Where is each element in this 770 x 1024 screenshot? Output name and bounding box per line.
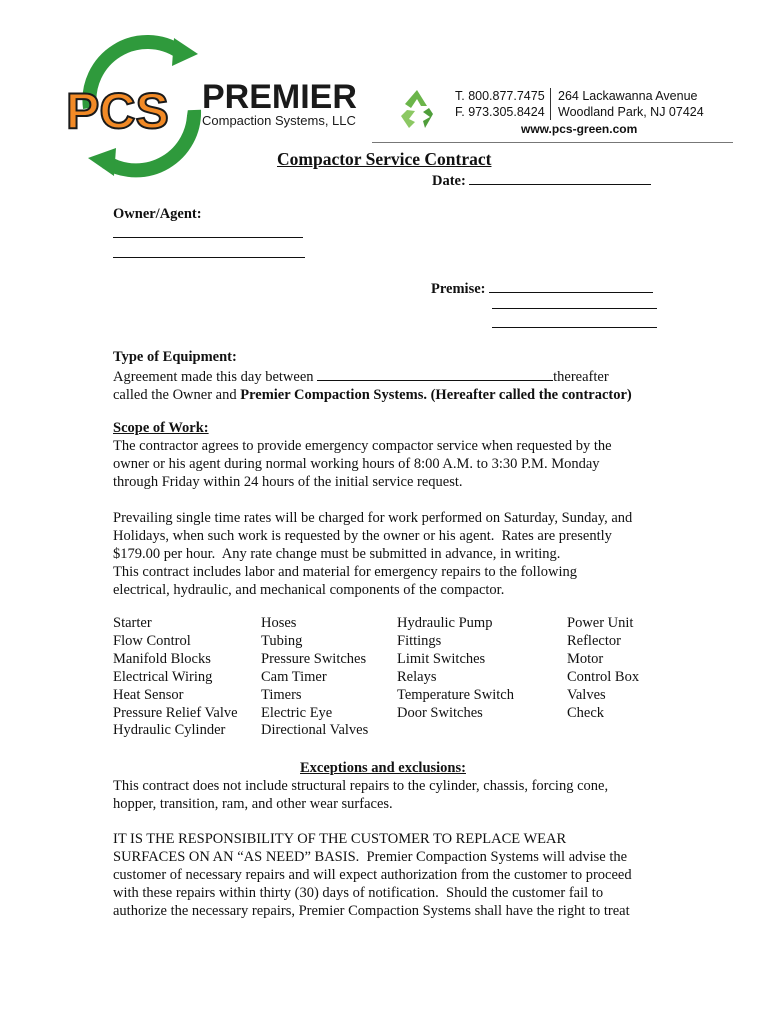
rates-line-1: Prevailing single time rates will be charged for work performed on Saturday, Sunday, and xyxy=(113,510,633,526)
component-item: Motor xyxy=(567,650,604,667)
premise-line-2[interactable] xyxy=(492,308,657,309)
responsibility-line-2: SURFACES ON AN “AS NEED” BASIS. Premier Compaction Systems will advise the xyxy=(113,849,628,865)
agreement-line-2 xyxy=(113,386,673,404)
agreement-prefix: Agreement made this day between xyxy=(113,369,314,385)
exceptions-paragraph xyxy=(113,777,683,813)
equipment-label: Type of Equipment: xyxy=(113,349,237,365)
component-item: Limit Switches xyxy=(397,650,486,667)
component-item: Hoses xyxy=(261,615,297,631)
scope-heading: Scope of Work: xyxy=(113,420,209,436)
exceptions-line-1: This contract does not include structural repairs to the cylinder, chassis, forcing cone, xyxy=(113,778,609,794)
address-line-1: 264 Lackawanna Avenue xyxy=(558,89,698,103)
component-item: Check xyxy=(567,704,605,721)
rates-paragraph xyxy=(113,509,683,599)
component-item: Relays xyxy=(397,668,437,685)
responsibility-paragraph xyxy=(113,830,683,920)
owner-label: Owner/Agent: xyxy=(113,206,202,222)
address-line-2: Woodland Park, NJ 07424 xyxy=(558,105,704,119)
scope-line-3: through Friday within 24 hours of the initial service request. xyxy=(113,474,463,490)
website-link[interactable]: www.pcs-green.com xyxy=(521,122,638,136)
agreement-line-1 xyxy=(113,366,673,386)
component-item: Timers xyxy=(261,686,302,703)
component-item: Power Unit xyxy=(567,615,634,631)
responsibility-line-3: customer of necessary repairs and will expect authorization from the customer to proceed xyxy=(113,867,632,883)
premise-line-1[interactable] xyxy=(489,278,653,293)
exceptions-heading: Exceptions and exclusions: xyxy=(300,760,466,776)
premise-line-3[interactable] xyxy=(492,327,657,328)
contact-address xyxy=(558,88,704,120)
premise-label: Premise: xyxy=(431,281,486,297)
agreement-suffix: thereafter xyxy=(553,369,609,385)
component-item: Reflector xyxy=(567,632,621,649)
component-item: Hydraulic Pump xyxy=(397,615,493,631)
component-item: Directional Valves xyxy=(261,722,369,739)
document-title: Compactor Service Contract xyxy=(277,149,492,169)
logo-letters: PCS xyxy=(66,83,169,139)
contact-phones xyxy=(455,88,545,120)
components-column-2 xyxy=(261,615,368,740)
agreement-line-2-bold: Premier Compaction Systems. (Hereafter called the contractor) xyxy=(240,387,632,403)
recycle-icon xyxy=(393,84,441,132)
logo-company-name: PREMIER xyxy=(202,78,357,116)
premise-row xyxy=(431,278,653,298)
component-item: Fittings xyxy=(397,632,442,649)
exceptions-line-2: hopper, transition, ram, and other wear surfaces. xyxy=(113,796,393,812)
rates-line-5: electrical, hydraulic, and mechanical components of the compactor. xyxy=(113,582,505,598)
contact-separator xyxy=(550,88,551,120)
component-item: Flow Control xyxy=(113,632,191,649)
agreement-section xyxy=(113,348,673,404)
phone-number: T. 800.877.7475 xyxy=(455,89,545,103)
component-item: Temperature Switch xyxy=(397,686,514,703)
agreement-line-2-plain: called the Owner and xyxy=(113,387,241,403)
component-item: Cam Timer xyxy=(261,668,327,685)
responsibility-line-1: IT IS THE RESPONSIBILITY OF THE CUSTOMER TO REPLACE WEAR xyxy=(113,831,567,847)
date-row xyxy=(432,170,651,190)
component-item: Control Box xyxy=(567,668,640,685)
component-item: Heat Sensor xyxy=(113,686,184,703)
component-item: Tubing xyxy=(261,632,303,649)
fax-number: F. 973.305.8424 xyxy=(455,105,545,119)
owner-line-2[interactable] xyxy=(113,257,305,258)
logo-company-subname: Compaction Systems, LLC xyxy=(202,113,356,128)
component-item: Valves xyxy=(567,686,606,703)
component-item: Electric Eye xyxy=(261,704,333,721)
components-column-3 xyxy=(397,615,514,722)
owner-line-1[interactable] xyxy=(113,237,303,238)
agreement-party-field[interactable] xyxy=(317,366,553,381)
component-item: Door Switches xyxy=(397,704,483,721)
component-item: Starter xyxy=(113,615,152,631)
component-item: Manifold Blocks xyxy=(113,650,211,667)
rates-line-4: This contract includes labor and material for emergency repairs to the following xyxy=(113,564,577,580)
rates-line-2: Holidays, when such work is requested by the owner or his agent. Rates are presently xyxy=(113,528,612,544)
component-item: Pressure Relief Valve xyxy=(113,704,238,721)
components-column-4 xyxy=(567,615,639,722)
component-item: Pressure Switches xyxy=(261,650,367,667)
responsibility-line-5: authorize the necessary repairs, Premier Compaction Systems shall have the right to treat xyxy=(113,903,630,919)
scope-section xyxy=(113,419,683,491)
components-column-1 xyxy=(113,615,238,740)
rates-line-3: $179.00 per hour. Any rate change must be submitted in advance, in writing. xyxy=(113,546,561,562)
date-label: Date: xyxy=(432,173,466,189)
scope-line-1: The contractor agrees to provide emergency compactor service when requested by the xyxy=(113,438,612,454)
component-item: Electrical Wiring xyxy=(113,668,213,685)
letterhead-divider xyxy=(372,142,733,143)
component-item: Hydraulic Cylinder xyxy=(113,722,226,739)
scope-line-2: owner or his agent during normal working hours of 8:00 A.M. to 3:30 P.M. Monday xyxy=(113,456,600,472)
responsibility-line-4: with these repairs within thirty (30) days of notification. Should the customer fail to xyxy=(113,885,604,901)
date-field[interactable] xyxy=(469,170,651,185)
